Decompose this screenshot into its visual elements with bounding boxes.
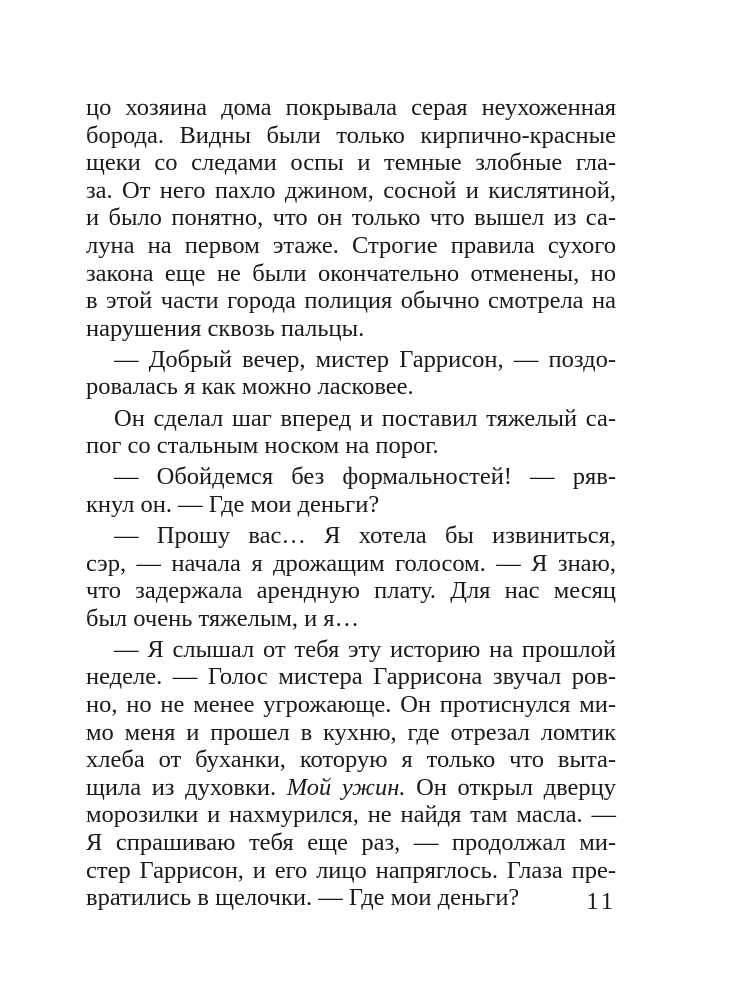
text-line-17: сэр, — начала я дрожащим голосом. — Я знаю, <box>86 549 616 577</box>
text-line-19: был очень тяжелым, и я… <box>86 604 360 632</box>
text-line-4: за. От него пахло джином, сосной и кислятиной, <box>86 176 616 204</box>
text-line-12: Он сделал шаг вперед и поставил тяжелый са- <box>114 404 616 432</box>
body-text <box>86 94 616 912</box>
text-line-29: вратились в щелочки. — Где мои деньги? <box>86 884 520 912</box>
text-line-2: борода. Видны были только кирпично-красные <box>86 121 616 149</box>
text-line-25-start: щила из духовки. <box>86 773 287 801</box>
text-line-20: — Я слышал от тебя эту историю на прошлой <box>114 635 616 663</box>
italic-phrase: Мой ужин. <box>286 773 406 801</box>
text-line-11: ровалась я как можно ласковее. <box>86 373 414 401</box>
text-line-25-end: Он открыл дверцу <box>405 773 616 801</box>
text-line-8: в этой части города полиция обычно смотрела на <box>86 287 616 315</box>
text-line-27: Я спрашиваю тебя еще раз, — продолжал ми- <box>86 828 616 856</box>
page-number: 11 <box>586 888 616 915</box>
text-line-18: что задержала арендную плату. Для нас месяц <box>86 577 616 605</box>
text-line-6: луна на первом этаже. Строгие правила сухого <box>86 231 616 259</box>
text-line-10: — Добрый вечер, мистер Гаррисон, — поздо- <box>114 345 616 373</box>
text-line-26: морозилки и нахмурился, не найдя там масла. — <box>86 801 616 829</box>
text-line-21: неделе. — Голос мистера Гаррисона звучал ров- <box>86 663 616 691</box>
text-line-22: но, но не менее угрожающе. Он протиснулся ми- <box>86 690 616 718</box>
text-line-15: кнул он. — Где мои деньги? <box>86 490 380 518</box>
text-line-1: цо хозяина дома покрывала серая неухоженная <box>86 94 616 121</box>
text-line-5: и было понятно, что он только что вышел из са- <box>86 204 616 232</box>
text-line-24: хлеба от буханки, которую я только что выта- <box>86 746 616 774</box>
text-line-28: стер Гаррисон, и его лицо напряглось. Глаза пре- <box>86 856 616 884</box>
text-line-14: — Обойдемся без формальностей! — ряв- <box>114 463 616 491</box>
text-line-25 <box>86 774 616 802</box>
text-line-7: закона еще не были окончательно отменены, но <box>86 259 616 287</box>
text-line-23: мо меня и прошел в кухню, где отрезал ломтик <box>86 718 616 746</box>
text-line-13: пог со стальным носком на порог. <box>86 432 439 460</box>
text-line-16: — Прошу вас… Я хотела бы извиниться, <box>114 521 616 549</box>
text-line-3: щеки со следами оспы и темные злобные гла- <box>86 149 616 177</box>
text-line-9: нарушения сквозь пальцы. <box>86 314 365 342</box>
